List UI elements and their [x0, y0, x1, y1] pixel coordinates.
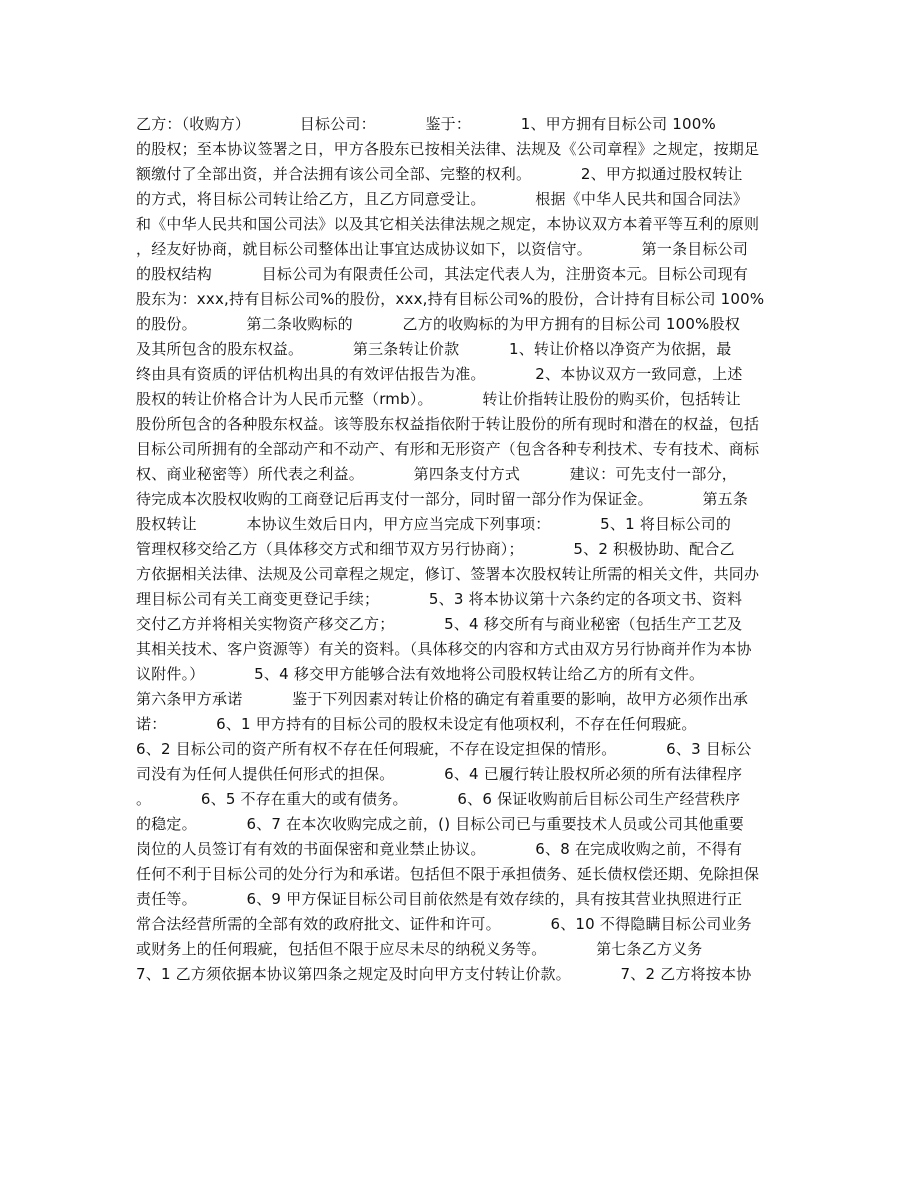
- text-line: 管理权移交给乙方（具体移交方式和细节双方另行协商）； 5、2 积极协助、配合乙: [136, 540, 735, 558]
- text-line: 6、2 目标公司的资产所有权不存在任何瑕疵，不存在设定担保的情形。 6、3 目标公: [136, 740, 752, 758]
- text-line: 任何不利于目标公司的处分行为和承诺。包括但不限于承担债务、延长债权偿还期、免除担保: [136, 865, 760, 883]
- text-line: 的股权；至本协议签署之日，甲方各股东已按相关法律、法规及《公司章程》之规定，按期足: [136, 140, 760, 158]
- text-line: 目标公司所拥有的全部动产和不动产、有形和无形资产（包含各种专利技术、专有技术、商标: [136, 440, 760, 458]
- text-line: 股东为：xxx,持有目标公司%的股份，xxx,持有目标公司%的股份，合计持有目标公司 100%: [136, 290, 765, 308]
- text-line: 股份所包含的各种股东权益。该等股东权益指依附于转让股份的所有现时和潜在的权益，包括: [136, 415, 760, 433]
- text-line: 司没有为任何人提供任何形式的担保。 6、4 已履行转让股权所必须的所有法律程序: [136, 765, 743, 783]
- text-line: 第六条甲方承诺 鉴于下列因素对转让价格的确定有着重要的影响，故甲方必须作出承: [136, 690, 749, 708]
- text-line: 待完成本次股权收购的工商登记后再支付一部分，同时留一部分作为保证金。 第五条: [136, 490, 749, 508]
- text-line: 交付乙方并将相关实物资产移交乙方； 5、4 移交所有与商业秘密（包括生产工艺及: [136, 615, 743, 633]
- text-line: 诺： 6、1 甲方持有的目标公司的股权未设定有他项权利，不存在任何瑕疵。: [136, 715, 697, 733]
- text-line: 的股份。 第二条收购标的 乙方的收购标的为甲方拥有的目标公司 100%股权: [136, 315, 741, 333]
- text-line: 或财务上的任何瑕疵，包括但不限于应尽未尽的纳税义务等。 第七条乙方义务: [136, 940, 703, 958]
- text-line: 终由具有资质的评估机构出具的有效评估报告为准。 2、本协议双方一致同意，上述: [136, 365, 743, 383]
- text-line: 责任等。 6、9 甲方保证目标公司目前依然是有效存续的，具有按其营业执照进行正: [136, 890, 743, 908]
- text-line: 方依据相关法律、法规及公司章程之规定，修订、签署本次股权转让所需的相关文件，共同办: [136, 565, 760, 583]
- text-line: 和《中华人民共和国公司法》以及其它相关法律法规之规定，本协议双方本着平等互利的原则: [136, 215, 760, 233]
- text-line: 权、商业秘密等）所代表之利益。 第四条支付方式 建议：可先支付一部分，: [136, 465, 737, 483]
- text-line: 岗位的人员签订有有效的书面保密和竟业禁止协议。 6、8 在完成收购之前，不得有: [136, 840, 743, 858]
- text-line: 其相关技术、客户资源等）有关的资料。（具体移交的内容和方式由双方另行协商并作为本协: [136, 640, 752, 658]
- text-line: 及其所包含的股东权益。 第三条转让价款 1、转让价格以净资产为依据，最: [136, 340, 732, 358]
- text-line: 额缴付了全部出资，并合法拥有该公司全部、完整的权利。 2、甲方拟通过股权转让: [136, 165, 743, 183]
- text-line: 股权转让 本协议生效后日内，甲方应当完成下列事项： 5、1 将目标公司的: [136, 515, 732, 533]
- text-line: 常合法经营所需的全部有效的政府批文、证件和许可。 6、10 不得隐瞒目标公司业务: [136, 915, 752, 933]
- text-line: 股权的转让价格合计为人民币元整（rmb）。 转让价指转让股份的购买价，包括转让: [136, 390, 741, 408]
- text-line: 议附件。） 5、4 移交甲方能够合法有效地将公司股权转让给乙方的所有文件。: [136, 665, 705, 683]
- text-line: ，经友好协商，就目标公司整体出让事宜达成协议如下，以资信守。 第一条目标公司: [136, 240, 749, 258]
- text-line: 的股权结构 目标公司为有限责任公司，其法定代表人为，注册资本元。目标公司现有: [136, 265, 749, 283]
- text-line: 的方式，将目标公司转让给乙方，且乙方同意受让。 根据《中华人民共和国合同法》: [136, 190, 749, 208]
- text-line: 乙方：（收购方） 目标公司： 鉴于： 1、甲方拥有目标公司 100%: [136, 115, 716, 133]
- text-line: 的稳定。 6、7 在本次收购完成之前，() 目标公司已与重要技术人员或公司其他重要: [136, 815, 745, 833]
- text-line: 。 6、5 不存在重大的或有债务。 6、6 保证收购前后目标公司生产经营秩序: [136, 790, 741, 808]
- text-line: 理目标公司有关工商变更登记手续； 5、3 将本协议第十六条约定的各项文书、资料: [136, 590, 743, 608]
- text-line: 7、1 乙方须依据本协议第四条之规定及时向甲方支付转让价款。 7、2 乙方将按本协: [136, 965, 752, 983]
